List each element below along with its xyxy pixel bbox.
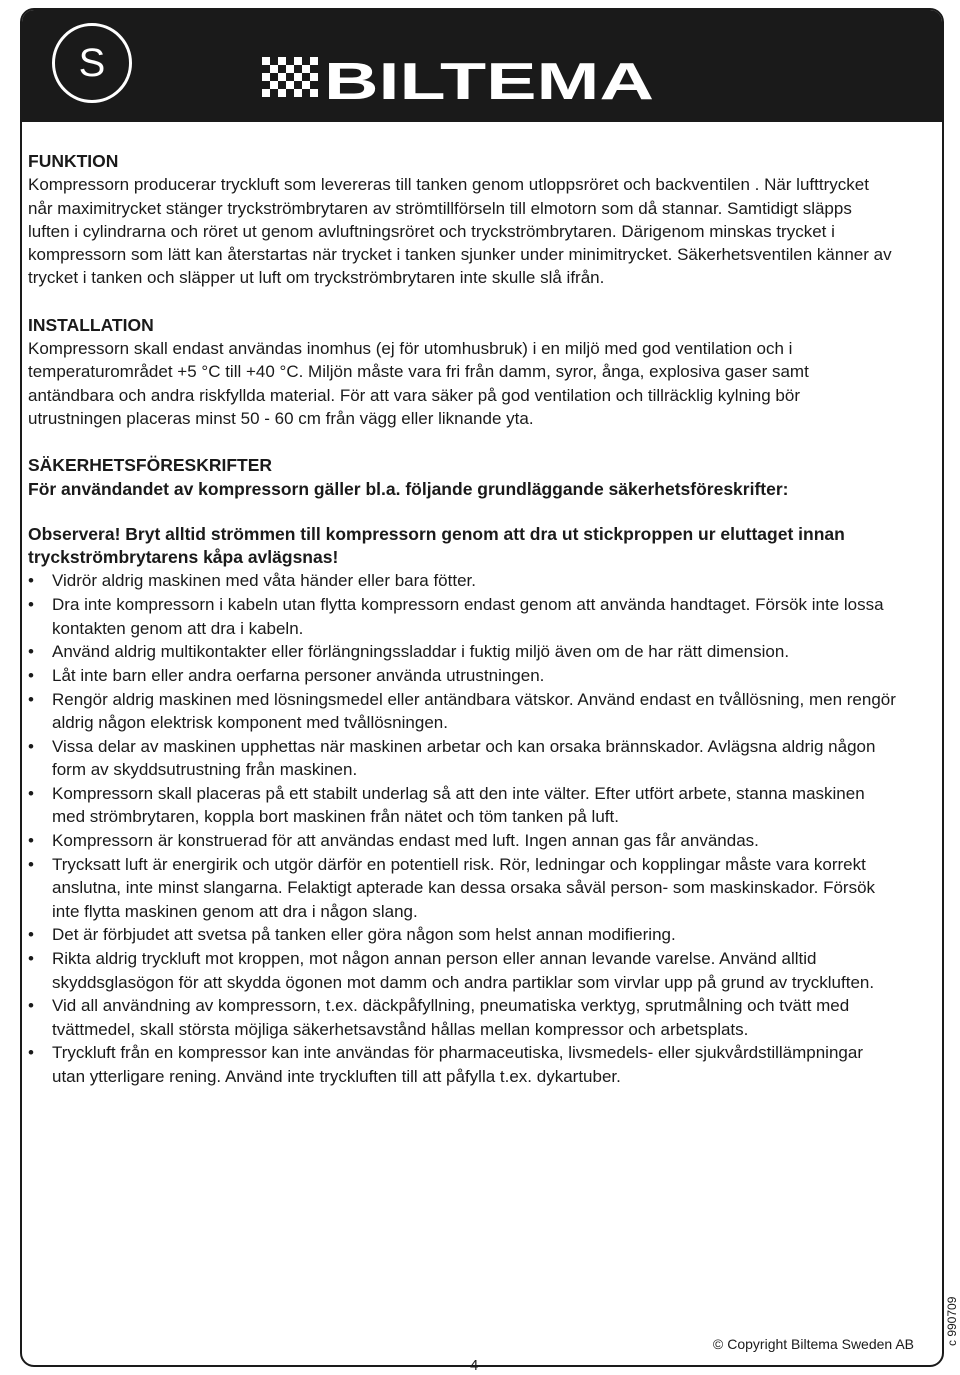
installation-heading: INSTALLATION: [28, 314, 154, 335]
list-item: • Rengör aldrig maskinen med lösningsmedel eller antändbara vätskor. Använd endast en tvållösning, men rengör aldrig någon elektrisk komponent med tvållösningen.: [28, 688, 898, 735]
biltema-logo: [262, 55, 682, 107]
safety-heading: SÄKERHETSFÖRESKRIFTER: [28, 455, 273, 476]
list-item: • Rikta aldrig tryckluft mot kroppen, mot någon annan person eller annan levande varelse. Använd alltid skyddsglasögon för att skydda ögonen mot damm och andra partiklar som virvlar upp på grund av tryckluften.: [28, 947, 898, 994]
header-band: [22, 10, 942, 122]
page-number: 4: [470, 1357, 479, 1374]
funktion-paragraph: Kompressorn producerar tryckluft som levereras till tanken genom utloppsröret och backventilen . När lufttrycket når maximitrycket stänger tryckströmbrytaren av strömtillförseln till elmotorn som då stannar. Samtidigt släpps luften i cylindrarna och röret ut genom avluftningsröret och tryckströmbrytaren. Därigenom minskas trycket i kompressorn som lätt kan återstartas när trycket i tanken sjunker under minimitrycket. Säkerhetsventilen känner av trycket i tanken och släpper ut luft om tryckströmbrytaren inte skulle slå ifrån.: [28, 175, 892, 288]
language-badge: S: [52, 23, 132, 103]
list-item: • Vid all användning av kompressorn, t.ex. däckpåfyllning, pneumatiska verktyg, sprutmålning och tvätt med tvättmedel, skall största möjliga säkerhetsavstånd hållas mellan kompressor och arbetsplats.: [28, 994, 898, 1041]
list-item: • Tryckluft från en kompressor kan inte användas för pharmaceutiska, livsmedels- eller sjukvårdstillämpningar utan ytterligare rening. Använd inte tryckluften till att påfylla t.ex. dykartuber.: [28, 1041, 898, 1088]
checkered-flag-icon: [262, 57, 318, 97]
list-item: • Kompressorn skall placeras på ett stabilt underlag så att den inte välter. Efter utfört arbete, stanna maskinen med strömbrytaren, koppla bort maskinen från nätet och töm tanken på luft.: [28, 782, 898, 829]
copyright-text: Copyright Biltema Sweden AB: [727, 1336, 914, 1352]
funktion-heading: FUNKTION: [28, 151, 119, 171]
safety-subheading: För användandet av kompressorn gäller bl.a. följande grundläggande säkerhetsföreskrifter:: [28, 478, 789, 499]
list-item: • Dra inte kompressorn i kabeln utan flytta kompressorn endast genom att använda handtaget. Försök inte lossa kontakten genom att dra i kabeln.: [28, 593, 898, 640]
list-item: • Kompressorn är konstruerad för att användas endast med luft. Ingen annan gas får användas.: [28, 829, 898, 852]
document-body: [28, 150, 898, 1088]
brand-wordmark: BILTEMA: [324, 55, 654, 107]
copyright-icon: ©: [712, 1336, 724, 1352]
list-item: • Det är förbjudet att svetsa på tanken eller göra någon som helst annan modifiering.: [28, 923, 898, 946]
safety-warning: Observera! Bryt alltid strömmen till kompressorn genom att dra ut stickproppen ur eluttaget innan tryckströmbrytarens kåpa avlägsnas!: [28, 523, 845, 568]
list-item: • Vissa delar av maskinen upphettas när maskinen arbetar och kan orsaka brännskador. Avlägsna aldrig någon form av skyddsutrustning från maskinen.: [28, 735, 898, 782]
safety-list: [28, 569, 898, 1088]
document-code: c 990709: [945, 1296, 959, 1346]
list-item: • Vidrör aldrig maskinen med våta händer eller bara fötter.: [28, 569, 898, 592]
list-item: • Trycksatt luft är energirik och utgör därför en potentiell risk. Rör, ledningar och kopplingar måste vara korrekt anslutna, inte minst slangarna. Felaktigt apterade kan dessa orsaka såväl person- som maskinskador. Försök inte flytta maskinen genom att dra i någon slang.: [28, 853, 898, 923]
list-item: • Låt inte barn eller andra oerfarna personer använda utrustningen.: [28, 664, 898, 687]
installation-paragraph: Kompressorn skall endast användas inomhus (ej för utomhusbruk) i en miljö med god ventilation och i temperaturområdet +5 °C till +40 °C. Miljön måste vara fri från damm, syror, ånga, explosiva gaser samt antändbara och andra riskfyllda material. För att vara säker på god ventilation och tillräcklig kylning bör utrustningen placeras minst 50 - 60 cm från vägg eller liknande yta.: [28, 339, 809, 428]
copyright-notice: [713, 1336, 914, 1352]
list-item: • Använd aldrig multikontakter eller förlängningssladdar i fuktig miljö även om de har rätt dimension.: [28, 640, 898, 663]
